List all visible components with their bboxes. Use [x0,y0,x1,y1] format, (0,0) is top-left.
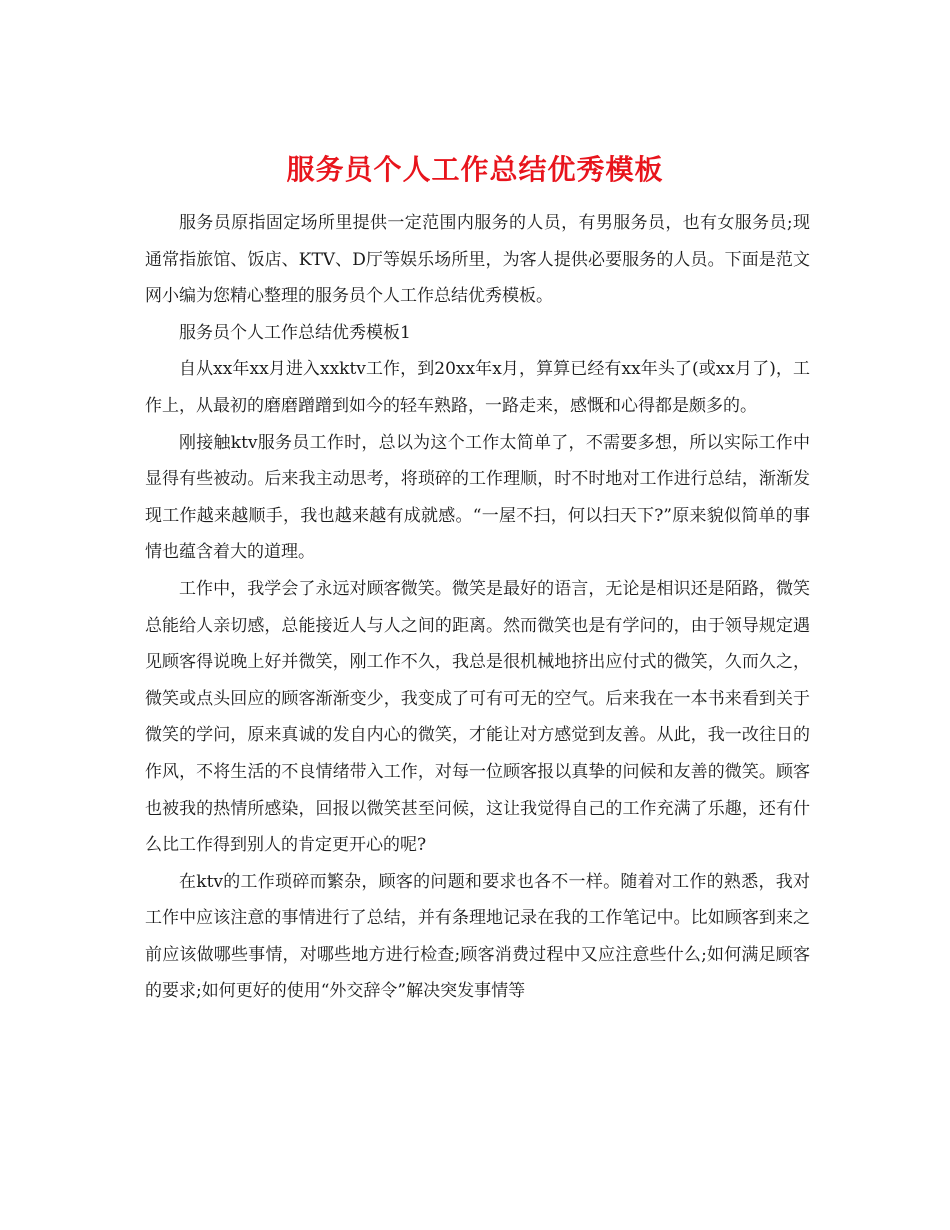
paragraph: 在ktv的工作琐碎而繁杂，顾客的问题和要求也各不一样。随着对工作的熟悉，我对工作中应该注意的事情进行了总结，并有条理地记录在我的工作笔记中。比如顾客到来之前应该做哪些事情，对哪些地方进行检查;顾客消费过程中又应注意些什么;如何满足顾客的要求;如何更好的使用“外交辞令”解决突发事情等 [145,871,810,1002]
paragraph-intro: 服务员原指固定场所里提供一定范围内服务的人员，有男服务员，也有女服务员;现通常指旅馆、饭店、KTV、D厅等娱乐场所里，为客人提供必要服务的人员。下面是范文网小编为您精心整理的服务员个人工作总结优秀模板。 [145,213,810,307]
document-body [145,205,810,1010]
document-title: 服务员个人工作总结优秀模板 [286,152,664,186]
paragraph: 刚接触ktv服务员工作时，总以为这个工作太简单了，不需要多想，所以实际工作中显得有些被动。后来我主动思考，将琐碎的工作理顺，时不时地对工作进行总结，渐渐发现工作越来越顺手，我也越来越有成就感。“一屋不扫，何以扫天下?”原来貌似简单的事情也蕴含着大的道理。 [145,432,810,563]
paragraph: 工作中，我学会了永远对顾客微笑。微笑是最好的语言，无论是相识还是陌路，微笑总能给人亲切感，总能接近人与人之间的距离。然而微笑也是有学问的，由于领导规定遇见顾客得说晚上好并微笑，刚工作不久，我总是很机械地挤出应付式的微笑，久而久之，微笑或点头回应的顾客渐渐变少，我变成了可有可无的空气。后来我在一本书来看到关于微笑的学问，原来真诚的发自内心的微笑，才能让对方感觉到友善。从此，我一改往日的作风，不将生活的不良情绪带入工作，对每一位顾客报以真挚的问候和友善的微笑。顾客也被我的热情所感染，回报以微笑甚至问候，这让我觉得自己的工作充满了乐趣，还有什么比工作得到别人的肯定更开心的呢? [145,578,810,856]
paragraph: 自从xx年xx月进入xxktv工作，到20xx年x月，算算已经有xx年头了(或xx月了)，工作上，从最初的磨磨蹭蹭到如今的轻车熟路，一路走来，感慨和心得都是颇多的。 [145,359,810,416]
section-heading: 服务员个人工作总结优秀模板1 [179,322,411,343]
